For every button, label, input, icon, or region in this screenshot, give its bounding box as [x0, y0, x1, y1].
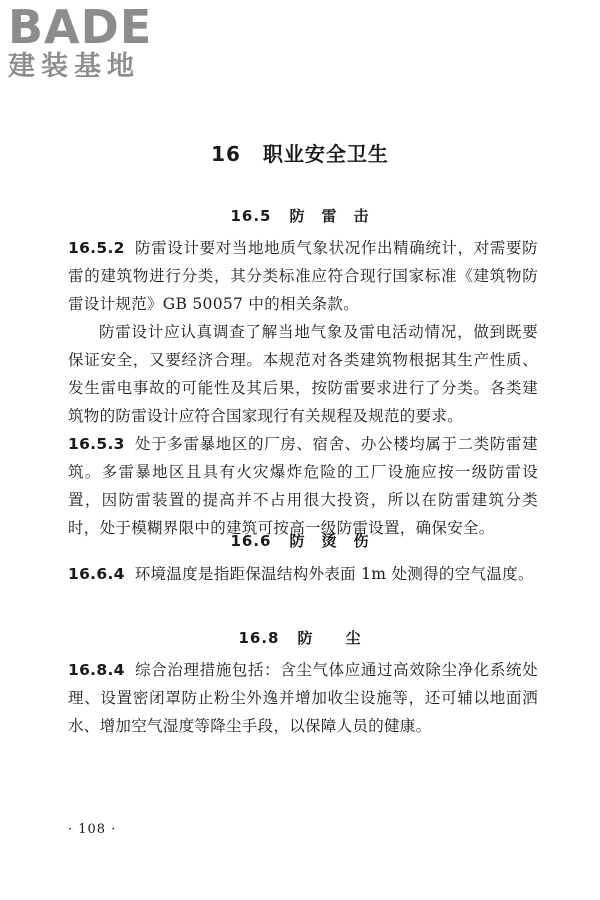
chapter-title: 职业安全卫生 [262, 142, 389, 166]
clause-number: 16.6.4 [68, 565, 125, 583]
chapter-heading [0, 138, 600, 167]
page-number: · 108 · [68, 822, 117, 837]
clause-16-5-2 [68, 234, 538, 542]
section-title: 防 烫 伤 [289, 532, 370, 550]
logo-subtitle: 建装基地 [8, 51, 140, 82]
section-number: 16.8 [238, 629, 280, 647]
section-heading-16-6 [0, 530, 600, 551]
clause-text: 综合治理措施包括：含尘气体应通过高效除尘净化系统处理、设置密闭罩防止粉尘外逸并增加收尘设施等，还可辅以地面洒水、增加空气湿度等降尘手段，以保障人员的健康。 [68, 661, 538, 735]
clause-16-6-4 [68, 560, 538, 588]
section-heading-16-5 [0, 205, 600, 226]
clause-number: 16.5.2 [68, 239, 125, 257]
clause-text: 处于多雷暴地区的厂房、宿舍、办公楼均属于二类防雷建筑。多雷暴地区且具有火灾爆炸危险的工厂设施应按一级防雷设置，因防雷装置的提高并不占用很大投资，所以在防雷建筑分类时，处于模糊界限中的建筑可按高一级防雷设置，确保安全。 [68, 435, 538, 537]
clause-16-8-4 [68, 656, 538, 740]
section-number: 16.6 [230, 532, 272, 550]
section-heading-16-8 [0, 627, 600, 648]
section-number: 16.5 [230, 207, 272, 225]
section-title: 防 雷 击 [289, 207, 370, 225]
clause-number: 16.8.4 [68, 661, 125, 679]
bade-logo [8, 0, 188, 82]
logo-mark: BADE [8, 0, 153, 54]
clause-number: 16.5.3 [68, 435, 125, 453]
section-title: 防 尘 [297, 629, 362, 647]
clause-text: 防雷设计要对当地地质气象状况作出精确统计，对需要防雷的建筑物进行分类，其分类标准应符合现行国家标准《建筑物防雷设计规范》GB 50057 中的相关条款。 [68, 239, 538, 313]
clause-explanation: 防雷设计应认真调查了解当地气象及雷电活动情况，做到既要保证安全，又要经济合理。本规范对各类建筑物根据其生产性质、发生雷电事故的可能性及其后果，按防雷要求进行了分类。各类建筑物的防雷设计应符合国家现行有关规程及规范的要求。 [68, 323, 538, 425]
clause-text: 环境温度是指距保温结构外表面 1m 处测得的空气温度。 [134, 565, 534, 583]
chapter-number: 16 [211, 142, 241, 166]
